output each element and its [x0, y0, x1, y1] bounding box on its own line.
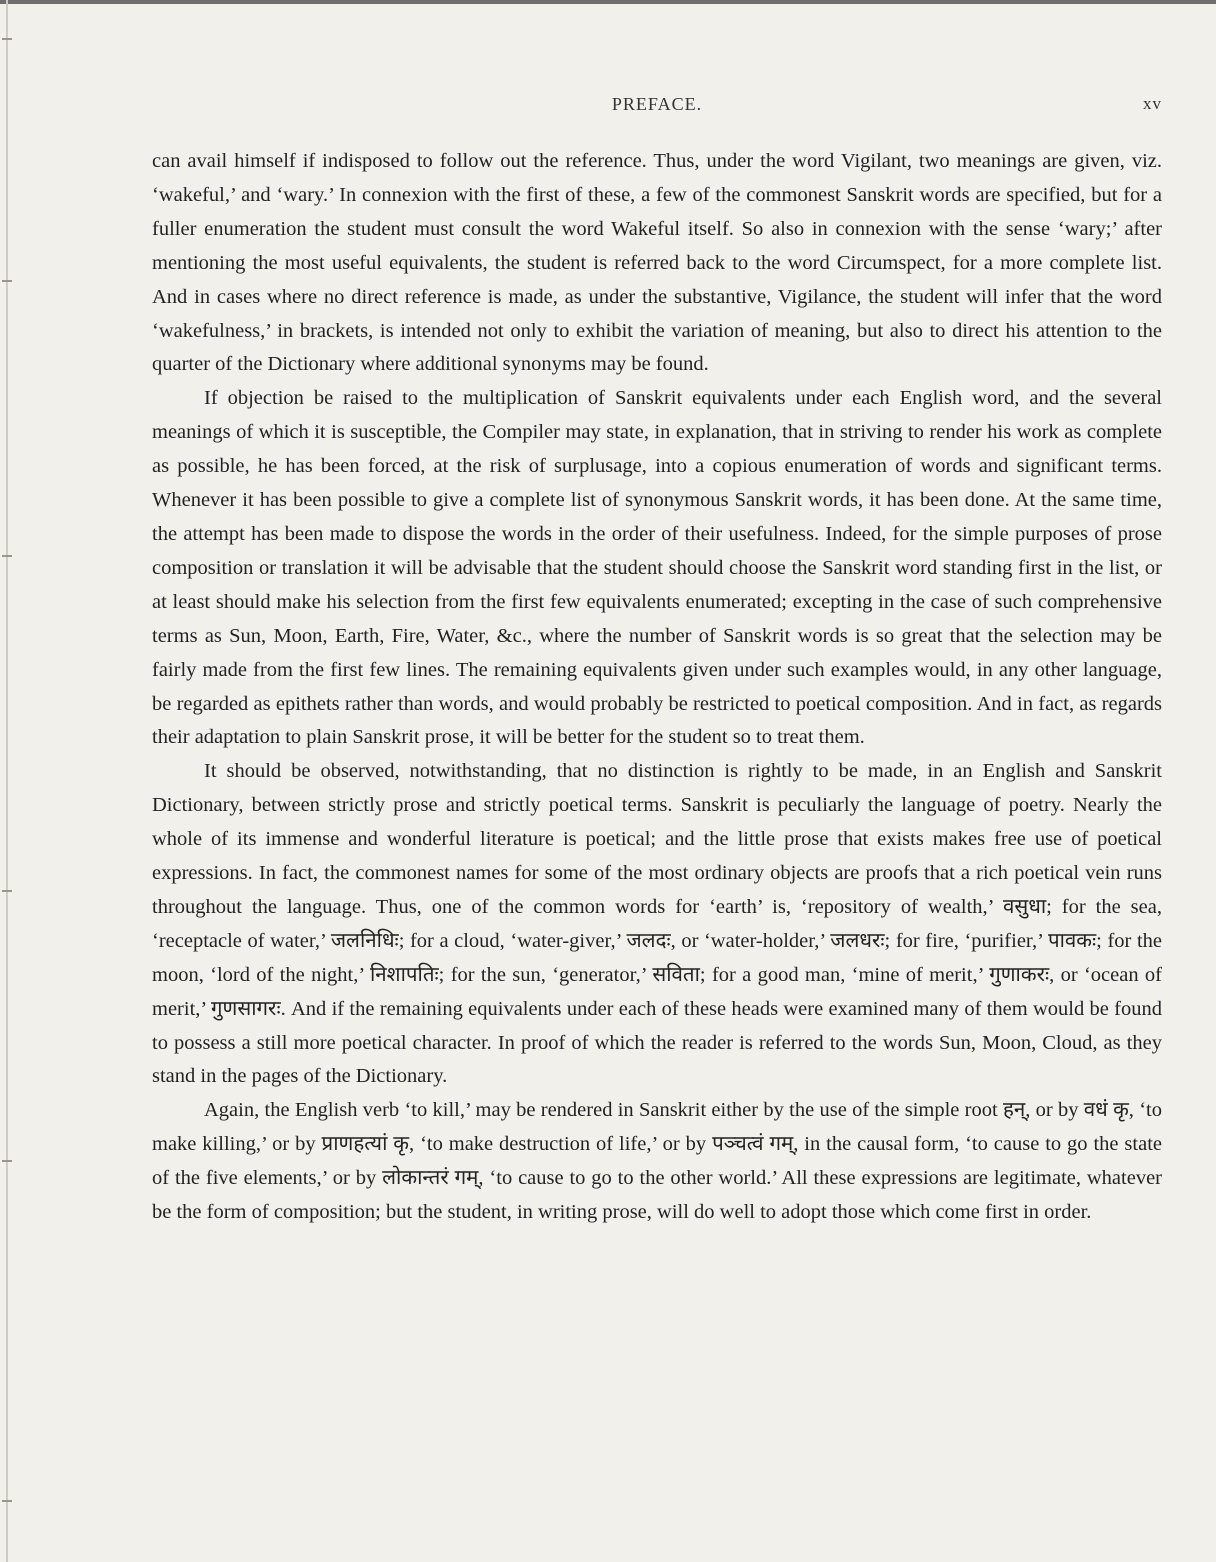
page-header	[152, 94, 1162, 124]
binding-mark	[2, 38, 12, 40]
paragraph: It should be observed, notwithstanding, that no distinction is rightly to be made, in an English and Sanskrit Dictionary, between strictly prose and strictly poetical terms. Sanskrit is peculiarly the language of poetry. Nearly the whole of its immense and wonderful literature is poetical; and the little prose that exists makes free use of poetical expressions. In fact, the commonest names for some of the most ordinary objects are proofs that a rich poetical vein runs throughout the language. Thus, one of the common words for ‘earth’ is, ‘repository of wealth,’ वसुधा; for the sea, ‘receptacle of water,’ जलनिधिः; for a cloud, ‘water-giver,’ जलदः, or ‘water-holder,’ जलधरः; for fire, ‘purifier,’ पावकः; for the moon, ‘lord of the night,’ निशापतिः; for the sun, ‘generator,’ सविता; for a good man, ‘mine of merit,’ गुणाकरः, or ‘ocean of merit,’ गुणसागरः. And if the remaining equivalents under each of these heads were examined many of them would be found to possess a still more poetical character. In proof of which the reader is referred to the words Sun, Moon, Cloud, as they stand in the pages of the Dictionary.	[152, 760, 1162, 1088]
binding-mark	[2, 555, 12, 557]
page-left-edge	[6, 0, 8, 1562]
binding-mark	[2, 1500, 12, 1502]
binding-mark	[2, 890, 12, 892]
running-title: PREFACE.	[611, 94, 703, 114]
body-text	[152, 145, 1162, 1230]
binding-mark	[2, 1160, 12, 1162]
paragraph: can avail himself if indisposed to follow out the reference. Thus, under the word Vigilant, two meanings are given, viz. ‘wakeful,’ and ‘wary.’ In connexion with the first of these, a few of the commonest Sanskrit words are specified, but for a fuller enumeration the student must consult the word Wakeful itself. So also in connexion with the sense ‘wary;’ after mentioning the most useful equivalents, the student is referred back to the word Circumspect, for a more complete list. And in cases where no direct reference is made, as under the substantive, Vigilance, the student will infer that the word ‘wakefulness,’ in brackets, is intended not only to exhibit the variation of meaning, but also to direct his attention to the quarter of the Dictionary where additional synonyms may be found.	[152, 150, 1162, 376]
paragraph: If objection be raised to the multiplication of Sanskrit equivalents under each English word, and the several meanings of which it is susceptible, the Compiler may state, in explanation, that in striving to render his work as complete as possible, he has been forced, at the risk of surplusage, into a copious enumeration of words and significant terms. Whenever it has been possible to give a complete list of synonymous Sanskrit words, it has been done. At the same time, the attempt has been made to dispose the words in the order of their usefulness. Indeed, for the simple purposes of prose composition or translation it will be advisable that the student should choose the Sanskrit word standing first in the list, or at least should make his selection from the first few equivalents enumerated; excepting in the case of such comprehensive terms as Sun, Moon, Earth, Fire, Water, &c., where the number of Sanskrit words is so great that the selection may be fairly made from the first few lines. The remaining equivalents given under such examples would, in any other language, be regarded as epithets rather than words, and would probably be restricted to poetical composition. And in fact, as regards their adaptation to plain Sanskrit prose, it will be better for the student so to treat them.	[152, 387, 1162, 749]
paragraph: Again, the English verb ‘to kill,’ may be rendered in Sanskrit either by the use of the simple root हन्, or by वधं कृ, ‘to make killing,’ or by प्राणहत्यां कृ, ‘to make destruction of life,’ or by पञ्चत्वं गम्, in the causal form, ‘to cause to go the state of the five elements,’ or by लोकान्तरं गम्, ‘to cause to go to the other world.’ All these expressions are legitimate, whatever be the form of composition; but the student, in writing prose, will do well to adopt those which come first in order.	[152, 1099, 1162, 1224]
page-top-edge	[0, 0, 1216, 4]
binding-mark	[2, 280, 12, 282]
page-number: xv	[1143, 94, 1162, 113]
